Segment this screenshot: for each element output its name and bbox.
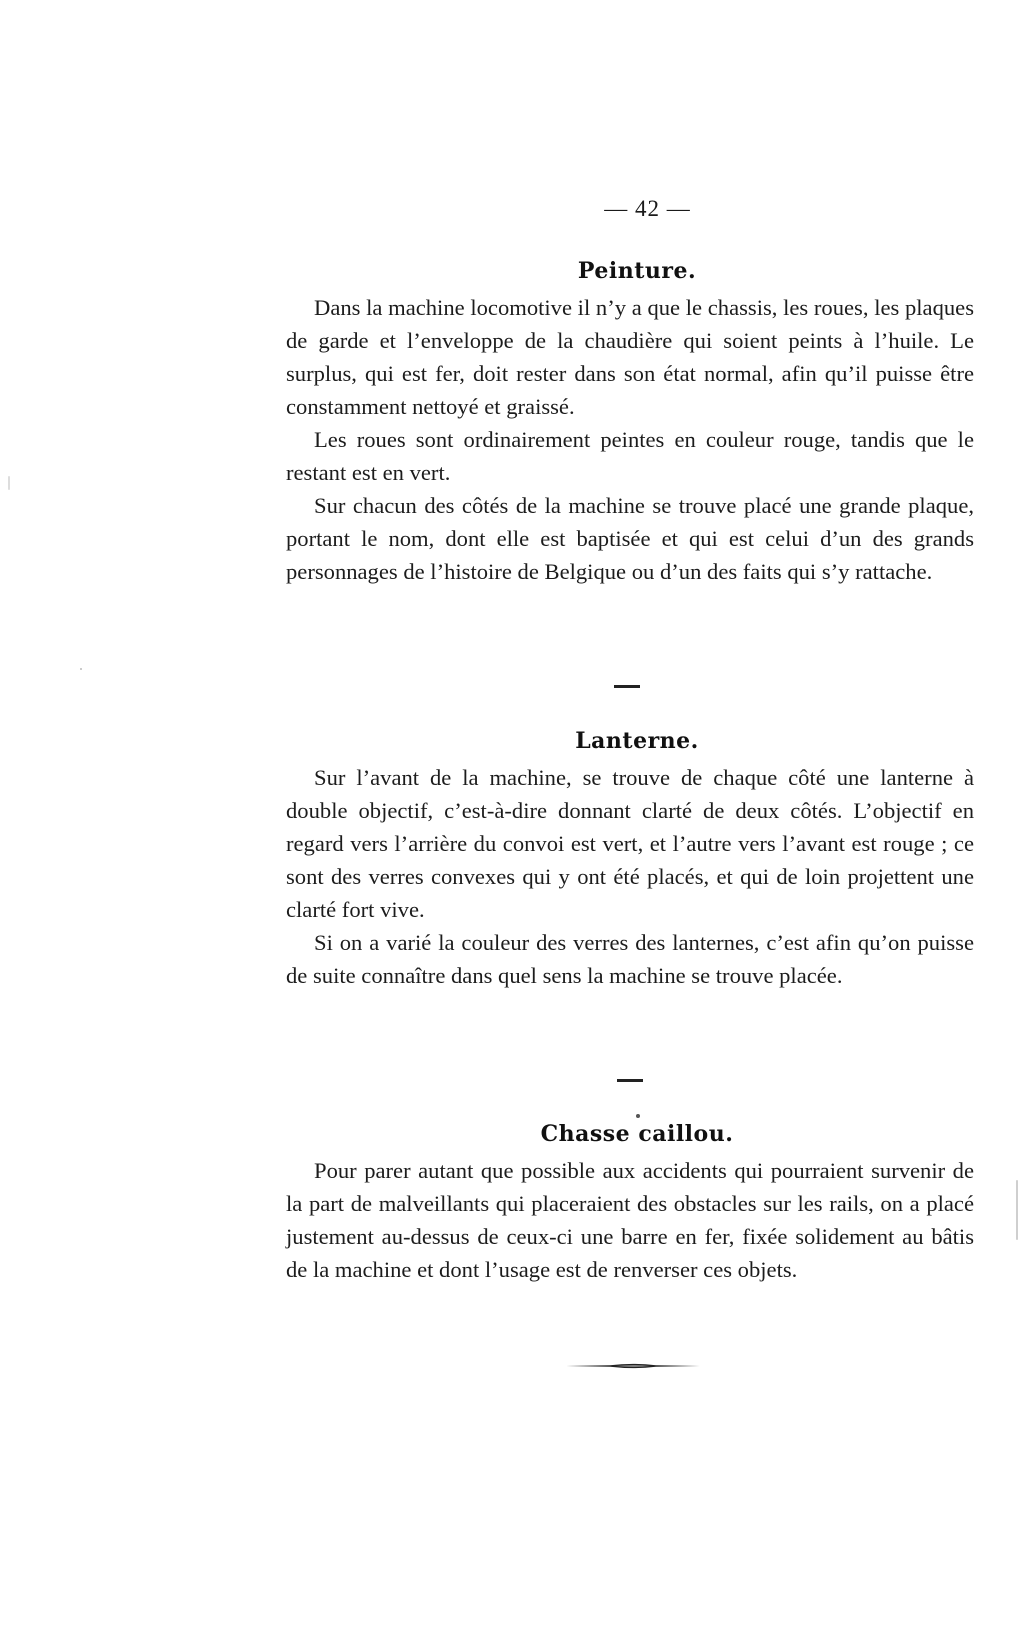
section-chasse-caillou — [286, 1121, 974, 1286]
section-divider — [614, 685, 640, 688]
section-heading: Peinture. — [577, 258, 697, 284]
closing-ornament — [566, 1363, 700, 1369]
paragraph: Si on a varié la couleur des verres des lanternes, c’est afin qu’on puisse de suite connaître dans quel sens la machine se trouve placée. — [286, 930, 974, 988]
paragraph: Sur l’avant de la machine, se trouve de chaque côté une lanterne à double objectif, c’est-à-dire donnant clarté de deux côtés. L’objectif en regard vers l’arrière du convoi est vert, et l’autre vers l’avant est rouge ; ce sont des verres convexes qui y ont été placés, et qui de loin projettent une clarté fort vive. — [286, 765, 974, 922]
section-heading: Chasse caillou. — [540, 1121, 734, 1147]
page-edge-mark — [1016, 1180, 1018, 1240]
section-peinture — [286, 258, 974, 588]
section-divider — [617, 1079, 643, 1082]
section-heading: Lanterne. — [575, 728, 699, 754]
print-speck — [80, 668, 82, 670]
paragraph: Sur chacun des côtés de la machine se trouve placé une grande plaque, portant le nom, dont elle est baptisée et qui est celui d’un des grands personnages de l’histoire de Belgique ou d’un des faits qui s’y rattache. — [286, 493, 974, 584]
print-speck — [8, 476, 10, 490]
page-number: — 42 — — [604, 196, 691, 221]
section-lanterne — [286, 728, 974, 992]
paragraph: Pour parer autant que possible aux accidents qui pourraient survenir de la part de malveillants qui placeraient des obstacles sur les rails, on a placé justement au-dessus de ceux-ci une barre en fer, fixée solidement au bâtis de la machine et dont l’usage est de renverser ces objets. — [286, 1158, 974, 1282]
paragraph: Dans la machine locomotive il n’y a que le chassis, les roues, les plaques de garde et l’enveloppe de la chaudière qui soient peints à l’huile. Le surplus, qui est fer, doit rester dans son état normal, afin qu’il puisse être constamment nettoyé et graissé. — [286, 295, 974, 419]
paragraph: Les roues sont ordinairement peintes en couleur rouge, tandis que le restant est en vert. — [286, 427, 974, 485]
print-speck — [636, 1114, 640, 1118]
